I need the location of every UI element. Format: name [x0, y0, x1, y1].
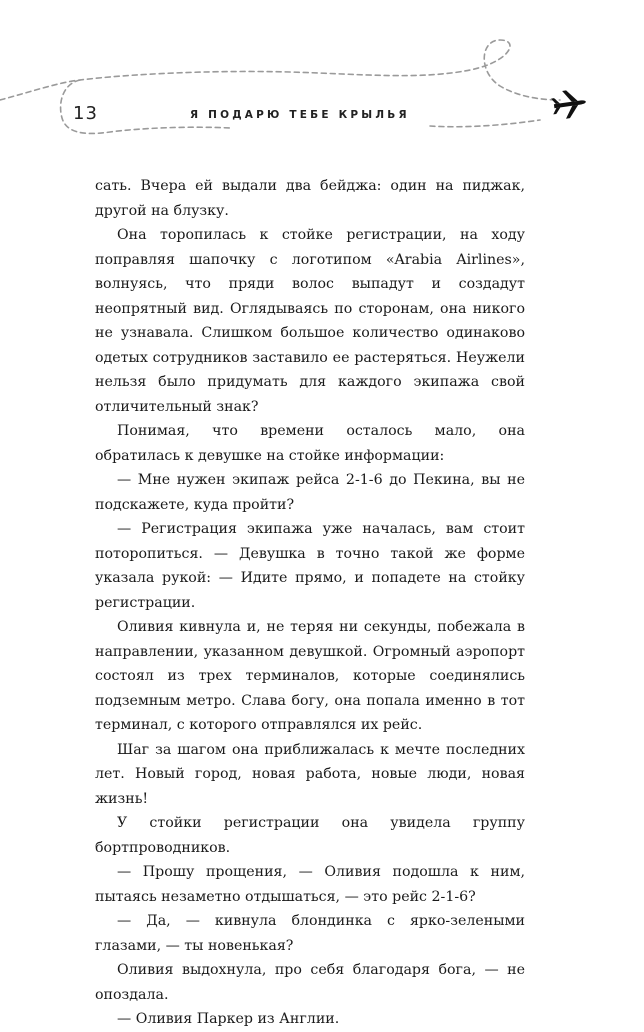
paragraph: — Мне нужен экипаж рейса 2-1-6 до Пекина, вы не подскажете, куда пройти?	[95, 472, 525, 513]
paragraph: — Прошу прощения, — Оливия подошла к ним, пытаясь незаметно отдышаться, — это рейс 2-1-6?	[95, 864, 525, 905]
paragraph: Шаг за шагом она приближалась к мечте последних лет. Новый город, новая работа, новые люди, новая жизнь!	[95, 741, 525, 807]
paragraph: — Регистрация экипажа уже началась, вам стоит поторопиться. — Девушка в точно такой же форме указала рукой: — Идите прямо, и попадете на стойку регистрации.	[95, 521, 525, 611]
paragraph: Понимая, что времени осталось мало, она обратилась к девушке на стойке информации:	[95, 423, 525, 464]
airplane-icon	[550, 88, 588, 120]
paragraph: Оливия кивнула и, не теряя ни секунды, побежала в направлении, указанном девушкой. Огромный аэропорт состоял из трех терминалов, которые соединялись подземным метро. Слава богу, она попала именно в тот терминал, с которого отправлялся их рейс.	[95, 619, 525, 733]
page-number: 13	[73, 103, 98, 124]
paragraph: У стойки регистрации она увидела группу бортпроводников.	[95, 815, 525, 856]
header-decoration	[0, 0, 644, 180]
paragraph: Она торопилась к стойке регистрации, на ходу поправляя шапочку с логотипом «Arabia Airlines», волнуясь, что пряди волос выпадут и создадут неопрятный вид. Оглядываясь по сторонам, она никого не узнавала. Слишком большое количество одинаково одетых сотрудников заставило ее растеряться. Неужели нельзя было придумать для каждого экипажа свой отличительный знак?	[95, 227, 525, 415]
body-text	[95, 174, 525, 1032]
dashed-flight-path	[0, 40, 560, 100]
paragraph: Оливия выдохнула, про себя благодаря бога, — не опоздала.	[95, 962, 525, 1003]
paragraph: — Да, — кивнула блондинка с ярко-зелеными глазами, — ты новенькая?	[95, 913, 525, 954]
running-title: Я ПОДАРЮ ТЕБЕ КРЫЛЬЯ	[190, 109, 410, 121]
paragraph: — Оливия Паркер из Англии.	[117, 1011, 340, 1027]
paragraph: сать. Вчера ей выдали два бейджа: один на пиджак, другой на блузку.	[95, 178, 525, 219]
